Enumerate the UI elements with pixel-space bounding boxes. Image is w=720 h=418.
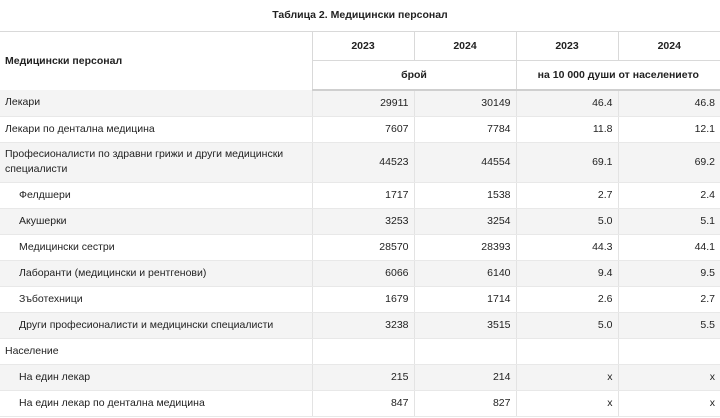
cell-value: 5.0 <box>516 208 618 234</box>
cell-value: 1538 <box>414 182 516 208</box>
table-row <box>0 390 720 416</box>
cell-value: x <box>516 364 618 390</box>
cell-value: x <box>516 390 618 416</box>
cell-value: 1717 <box>312 182 414 208</box>
cell-value: 3253 <box>312 208 414 234</box>
row-label: Медицински сестри <box>0 234 312 260</box>
table-row <box>0 312 720 338</box>
row-label: Професионалисти по здравни грижи и други медицински специалисти <box>0 142 312 182</box>
cell-value: 215 <box>312 364 414 390</box>
cell-value: 1679 <box>312 286 414 312</box>
row-label: Фелдшери <box>0 182 312 208</box>
cell-value: 28393 <box>414 234 516 260</box>
table-row <box>0 208 720 234</box>
cell-value <box>516 338 618 364</box>
cell-value: 6140 <box>414 260 516 286</box>
year-header: 2024 <box>618 32 720 61</box>
cell-value: 44523 <box>312 142 414 182</box>
table-row <box>0 142 720 182</box>
cell-value: 7607 <box>312 116 414 142</box>
cell-value: 827 <box>414 390 516 416</box>
table-row <box>0 116 720 142</box>
row-label: Други професионалисти и медицински специалисти <box>0 312 312 338</box>
cell-value <box>618 338 720 364</box>
cell-value: x <box>618 364 720 390</box>
row-label: Население <box>0 338 312 364</box>
cell-value: 28570 <box>312 234 414 260</box>
cell-value: 3515 <box>414 312 516 338</box>
row-label: На един лекар <box>0 364 312 390</box>
cell-value: 29911 <box>312 90 414 116</box>
table-row <box>0 182 720 208</box>
cell-value: 5.1 <box>618 208 720 234</box>
year-header: 2024 <box>414 32 516 61</box>
year-header: 2023 <box>312 32 414 61</box>
table-title: Таблица 2. Медицински персонал <box>0 0 720 32</box>
cell-value: 847 <box>312 390 414 416</box>
header-row-years <box>0 32 720 61</box>
cell-value: 214 <box>414 364 516 390</box>
cell-value: 3254 <box>414 208 516 234</box>
cell-value: 5.0 <box>516 312 618 338</box>
cell-value: 11.8 <box>516 116 618 142</box>
medical-staff-table <box>0 32 720 417</box>
row-label: Акушерки <box>0 208 312 234</box>
cell-value <box>312 338 414 364</box>
cell-value: 1714 <box>414 286 516 312</box>
table-row <box>0 260 720 286</box>
table-row <box>0 234 720 260</box>
unit-count-header: брой <box>312 61 516 91</box>
cell-value: 44.3 <box>516 234 618 260</box>
cell-value: 7784 <box>414 116 516 142</box>
row-label: На един лекар по дентална медицина <box>0 390 312 416</box>
cell-value: 3238 <box>312 312 414 338</box>
cell-value: 2.7 <box>618 286 720 312</box>
row-label-header: Медицински персонал <box>0 32 312 90</box>
table-row <box>0 90 720 116</box>
cell-value: 46.8 <box>618 90 720 116</box>
cell-value: 46.4 <box>516 90 618 116</box>
cell-value: 69.2 <box>618 142 720 182</box>
cell-value: 5.5 <box>618 312 720 338</box>
unit-per-header: на 10 000 души от населението <box>516 61 720 91</box>
cell-value: 2.6 <box>516 286 618 312</box>
cell-value: 9.4 <box>516 260 618 286</box>
cell-value: 44.1 <box>618 234 720 260</box>
cell-value: 44554 <box>414 142 516 182</box>
cell-value: 2.4 <box>618 182 720 208</box>
cell-value: 30149 <box>414 90 516 116</box>
row-label: Зъботехници <box>0 286 312 312</box>
row-label: Лекари <box>0 90 312 116</box>
cell-value: 9.5 <box>618 260 720 286</box>
cell-value: 6066 <box>312 260 414 286</box>
table-row <box>0 286 720 312</box>
cell-value: x <box>618 390 720 416</box>
cell-value: 69.1 <box>516 142 618 182</box>
row-label: Лекари по дентална медицина <box>0 116 312 142</box>
table-row <box>0 364 720 390</box>
cell-value <box>414 338 516 364</box>
cell-value: 2.7 <box>516 182 618 208</box>
table-row <box>0 338 720 364</box>
cell-value: 12.1 <box>618 116 720 142</box>
year-header: 2023 <box>516 32 618 61</box>
row-label: Лаборанти (медицински и рентгенови) <box>0 260 312 286</box>
